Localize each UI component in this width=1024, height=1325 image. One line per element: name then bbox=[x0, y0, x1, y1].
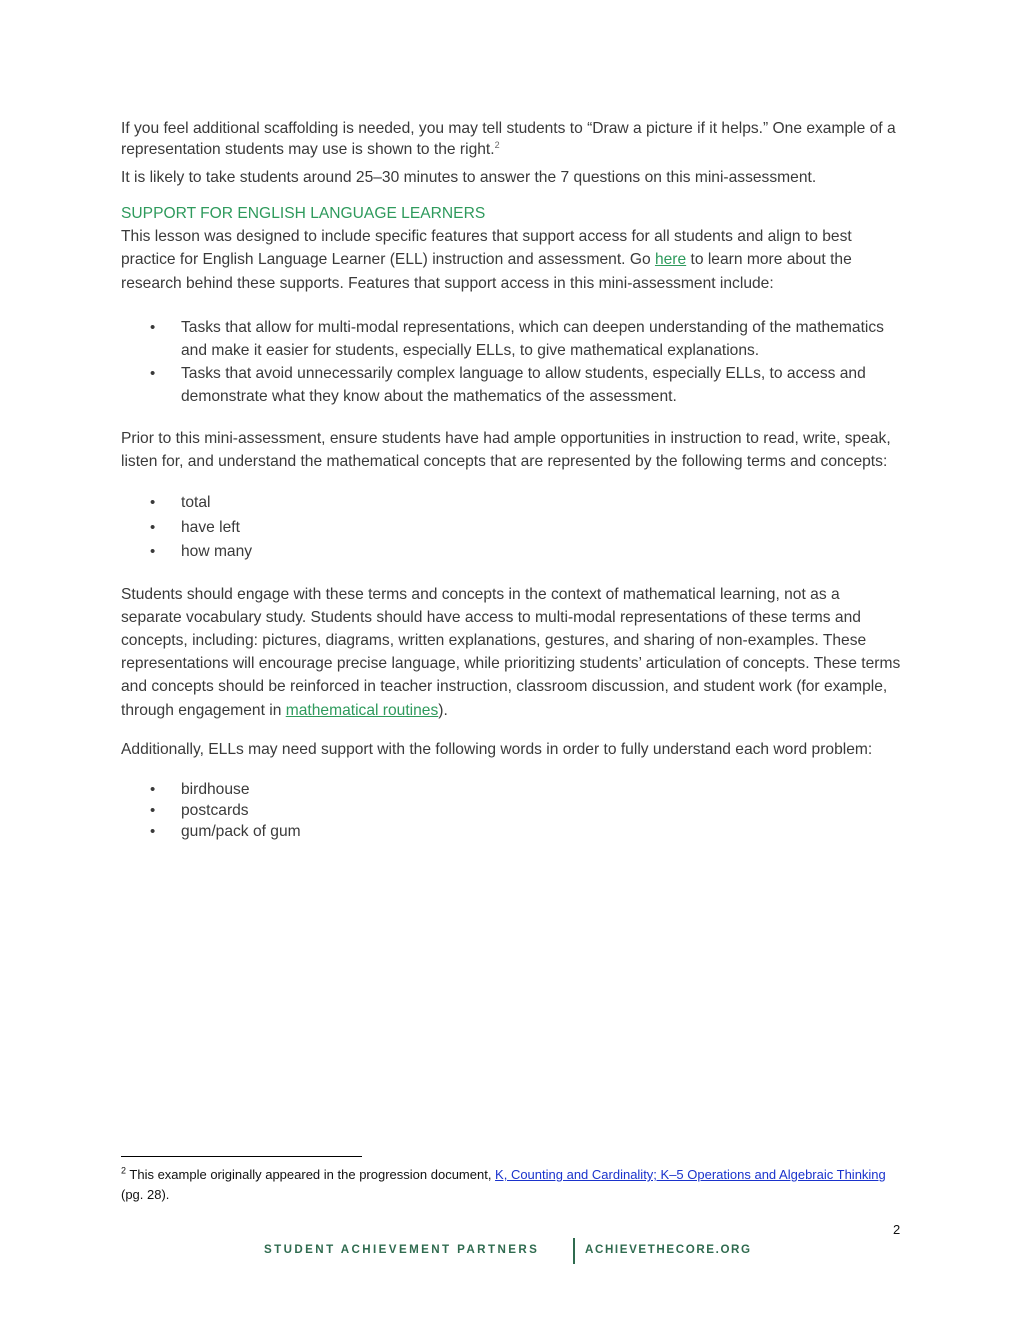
scaffolding-paragraph bbox=[121, 119, 901, 160]
footnote-number: 2 bbox=[121, 1165, 127, 1176]
footnote-text-end: (pg. 28). bbox=[121, 1186, 170, 1202]
progression-document-link[interactable]: K, Counting and Cardinality; K–5 Operations and Algebraic Thinking bbox=[495, 1167, 886, 1182]
footer-website[interactable]: ACHIEVETHECORE.ORG bbox=[585, 1243, 752, 1256]
bullet-icon: • bbox=[150, 494, 156, 512]
list-item bbox=[121, 821, 901, 842]
bullet-icon: • bbox=[150, 518, 156, 536]
list-item-text: how many bbox=[181, 543, 253, 561]
main-content bbox=[121, 119, 901, 860]
engage-paragraph bbox=[121, 583, 901, 722]
bullet-icon: • bbox=[150, 822, 156, 840]
ell-intro-paragraph bbox=[121, 225, 901, 295]
list-item-text: Tasks that allow for multi-modal representations, which can deepen understanding of the mathematics and make it easier for students, especially ELLs, to give mathematical explanations. bbox=[181, 318, 884, 360]
list-item bbox=[121, 800, 901, 821]
features-list bbox=[121, 316, 901, 409]
list-item-text: total bbox=[181, 494, 211, 512]
additionally-paragraph: Additionally, ELLs may need support with the following words in order to fully understand each word problem: bbox=[121, 740, 873, 758]
ell-intro-text: This lesson was designed to include specific features that support access for all students and align to best practice for English Language Learner (ELL) instruction and assessment. Go bbox=[121, 228, 852, 269]
ell-heading: SUPPORT FOR ENGLISH LANGUAGE LEARNERS bbox=[121, 205, 486, 223]
mathematical-routines-link[interactable]: mathematical routines bbox=[285, 701, 439, 719]
list-item bbox=[121, 779, 901, 800]
list-item bbox=[121, 316, 901, 362]
list-item bbox=[121, 516, 901, 541]
list-item bbox=[121, 362, 901, 408]
engage-text-end: ). bbox=[438, 701, 448, 719]
footer-org-name: STUDENT ACHIEVEMENT PARTNERS bbox=[264, 1243, 540, 1256]
prior-paragraph: Prior to this mini-assessment, ensure students have had ample opportunities in instruction to read, write, speak, listen for, and understand the mathematical concepts that are represented by the following terms and concepts: bbox=[121, 429, 891, 470]
list-item-text: gum/pack of gum bbox=[181, 822, 301, 840]
page-number: 2 bbox=[893, 1222, 901, 1237]
list-item-text: birdhouse bbox=[181, 780, 250, 798]
footnote-reference[interactable]: 2 bbox=[494, 139, 500, 150]
list-item-text: postcards bbox=[181, 801, 249, 819]
bullet-icon: • bbox=[150, 801, 156, 819]
terms-list bbox=[121, 491, 901, 565]
bullet-icon: • bbox=[150, 365, 156, 383]
here-link[interactable]: here bbox=[654, 251, 687, 269]
footer-separator bbox=[573, 1238, 575, 1264]
timing-paragraph: It is likely to take students around 25–30 minutes to answer the 7 questions on this mini-assessment. bbox=[121, 169, 817, 186]
words-list bbox=[121, 779, 901, 842]
list-item-text: have left bbox=[181, 518, 240, 536]
engage-text: Students should engage with these terms and concepts in the context of mathematical learning, not as a separate vocabulary study. Students should have access to multi-modal representations of these terms and concepts, including: pictures, diagrams, written explanations, gestures, and sharing of non-examples. These representations will encourage precise language, while prioritizing students’ articulation of concepts. These terms and concepts should be reinforced in teacher instruction, classroom discussion, and student work (for example, through engagement in bbox=[121, 585, 901, 719]
footnote-text: This example originally appeared in the progression document, bbox=[126, 1167, 496, 1182]
footer bbox=[0, 1238, 1024, 1264]
list-item-text: Tasks that avoid unnecessarily complex language to allow students, especially ELLs, to access and demonstrate what they know about the mathematics of the assessment. bbox=[181, 365, 866, 406]
ell-intro-text-end: to learn more about the research behind these supports. Features that support access in this mini-assessment include: bbox=[121, 251, 852, 292]
scaffolding-text: If you feel additional scaffolding is needed, you may tell students to “Draw a picture if it helps.” One example of a representation students may use is shown to the right. bbox=[121, 120, 896, 158]
list-item bbox=[121, 491, 901, 516]
bullet-icon: • bbox=[150, 318, 156, 336]
bullet-icon: • bbox=[150, 543, 156, 561]
footnote-divider bbox=[121, 1156, 362, 1157]
list-item bbox=[121, 540, 901, 565]
footnote bbox=[121, 1165, 901, 1204]
bullet-icon: • bbox=[150, 780, 156, 798]
